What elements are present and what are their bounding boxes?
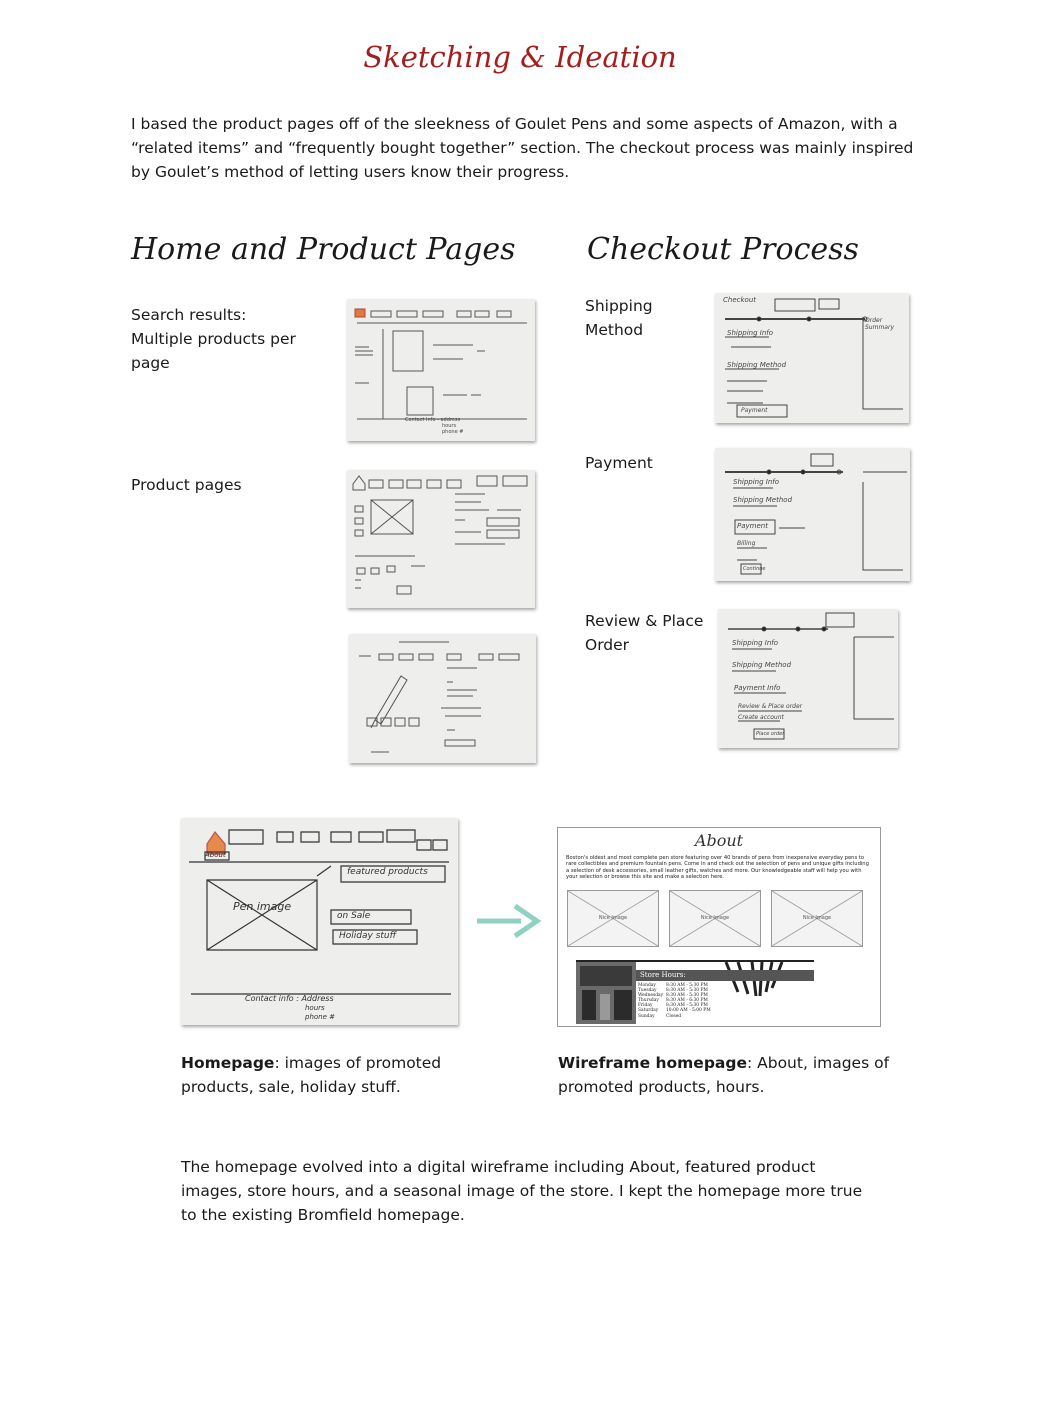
store-hours-title: Store Hours:	[636, 970, 814, 981]
wireframe-caption-bold: Wireframe homepage	[558, 1054, 747, 1072]
product-pages-label: Product pages	[131, 476, 242, 494]
sketch-phone-note: phone #	[442, 429, 464, 435]
review-shipping-method-note: Shipping Method	[732, 661, 792, 669]
shipping-order-summary-note: Order Summary	[865, 317, 894, 331]
payment-sketch	[715, 448, 910, 581]
wireframe-image-2-label: Nice Image	[700, 915, 730, 921]
store-hours-list	[638, 983, 711, 1019]
homepage-sketch-featured: featured products	[347, 867, 428, 877]
store-hours-panel	[576, 960, 814, 1024]
homepage-caption-text: : images of promoted products, sale, holiday stuff.	[181, 1054, 442, 1096]
wireframe-image-1-label: Nice Image	[598, 915, 628, 921]
homepage-sketch-phone: phone #	[305, 1013, 335, 1021]
review-place-button-note: Place order	[756, 731, 785, 737]
payment-shipping-info-note: Shipping Info	[733, 478, 780, 486]
review-order-sketch	[718, 609, 898, 748]
hours-day: Saturday	[638, 1008, 659, 1014]
review-place-order-note: Review & Place order	[738, 703, 803, 710]
shipping-method-sketch	[715, 293, 909, 423]
hours-time: 8:30 AM - 5:30 PM	[666, 1003, 708, 1009]
shipping-info-note: Shipping Info	[727, 329, 774, 337]
hours-day: Wednesday	[638, 993, 664, 999]
payment-label: Payment	[585, 454, 653, 472]
search-results-label: Search results: Multiple products per page	[131, 306, 296, 372]
homepage-sketch-contact: Contact info : Address	[245, 994, 334, 1003]
sketch-hours-note: hours	[442, 423, 457, 429]
shipping-checkout-note: Checkout	[723, 296, 756, 304]
intro-paragraph: I based the product pages off of the sleekness of Goulet Pens and some aspects of Amazon, with a “related items” and “frequently bought together” section. The checkout process was mainly inspired by Goulet’s method of letting users know their progress.	[131, 115, 914, 181]
homepage-sketch-hours: hours	[305, 1004, 325, 1012]
hours-day: Monday	[638, 983, 656, 988]
product-page-sketch-1	[347, 470, 535, 608]
review-payment-info-note: Payment Info	[734, 684, 781, 692]
hours-row	[638, 1014, 711, 1019]
wireframe-caption-text: : About, images of promoted products, hours.	[558, 1054, 890, 1096]
wireframe-about-text: Boston's oldest and most complete pen store featuring over 40 brands of pens from inexpensive everyday pens to rare collectibles and premium fountain pens. Come in and check out the selection of pens and unique gifts including a selection of desk accessories, small leather gifts, watches and more. Our knowledgeable staff will help you with your selection or browse this site and make a selection here.	[566, 855, 869, 880]
payment-payment-note: Payment	[737, 522, 768, 530]
homepage-sketch-about: About	[205, 851, 226, 859]
wireframe-image-1	[567, 890, 659, 947]
hours-day: Thursday	[638, 998, 659, 1004]
shipping-method-note: Shipping Method	[727, 361, 787, 369]
checkout-section-heading: Checkout Process	[587, 232, 859, 267]
hours-time: 8:30 AM - 5:30 PM	[666, 993, 708, 999]
review-label: Review & Place Order	[585, 612, 704, 654]
search-results-sketch	[347, 299, 535, 441]
review-create-account-note: Create account	[738, 714, 784, 721]
hours-day: Friday	[638, 1003, 653, 1009]
page-title: Sketching & Ideation	[363, 40, 677, 74]
homepage-caption-bold: Homepage	[181, 1054, 275, 1072]
hours-day: Sunday	[638, 1013, 655, 1019]
closing-paragraph: The homepage evolved into a digital wireframe including About, featured product images, store hours, and a seasonal image of the store. I kept the homepage more true to the existing Bromfield homepage.	[181, 1158, 863, 1224]
sketch-contact-note: Contact Info - address	[405, 417, 461, 423]
hours-day: Tuesday	[638, 988, 657, 994]
homepage-sketch-sale: on Sale	[337, 911, 371, 921]
homepage-caption	[181, 1051, 471, 1099]
wireframe-image-3-label: Nice Image	[802, 915, 832, 921]
home-section-heading: Home and Product Pages	[131, 232, 516, 267]
payment-shipping-method-note: Shipping Method	[733, 496, 793, 504]
payment-billing-note: Billing	[737, 540, 756, 547]
wireframe-image-2	[669, 890, 761, 947]
wireframe-image-3	[771, 890, 863, 947]
product-page-sketch-2	[349, 634, 536, 763]
homepage-sketch-holiday: Holiday stuff	[339, 931, 397, 941]
wireframe-title: About	[694, 831, 744, 850]
hours-time: 10:00 AM - 5:00 PM	[666, 1008, 711, 1014]
homepage-sketch	[181, 818, 458, 1025]
arrow-right-icon	[475, 902, 541, 940]
shipping-payment-note: Payment	[741, 407, 768, 414]
review-shipping-info-note: Shipping Info	[732, 639, 779, 647]
wireframe-homepage	[557, 827, 881, 1027]
hours-time: Closed	[666, 1013, 682, 1019]
shipping-method-label: Shipping Method	[585, 297, 653, 339]
hours-time: 8:30 AM - 6:30 PM	[666, 998, 708, 1004]
wireframe-caption	[558, 1051, 898, 1099]
hours-time: 8:30 AM - 5:30 PM	[666, 983, 708, 988]
payment-continue-note: Continue	[743, 566, 766, 572]
hours-time: 8:30 AM - 5:30 PM	[666, 988, 708, 994]
homepage-sketch-pen-image: Pen image	[233, 900, 292, 913]
